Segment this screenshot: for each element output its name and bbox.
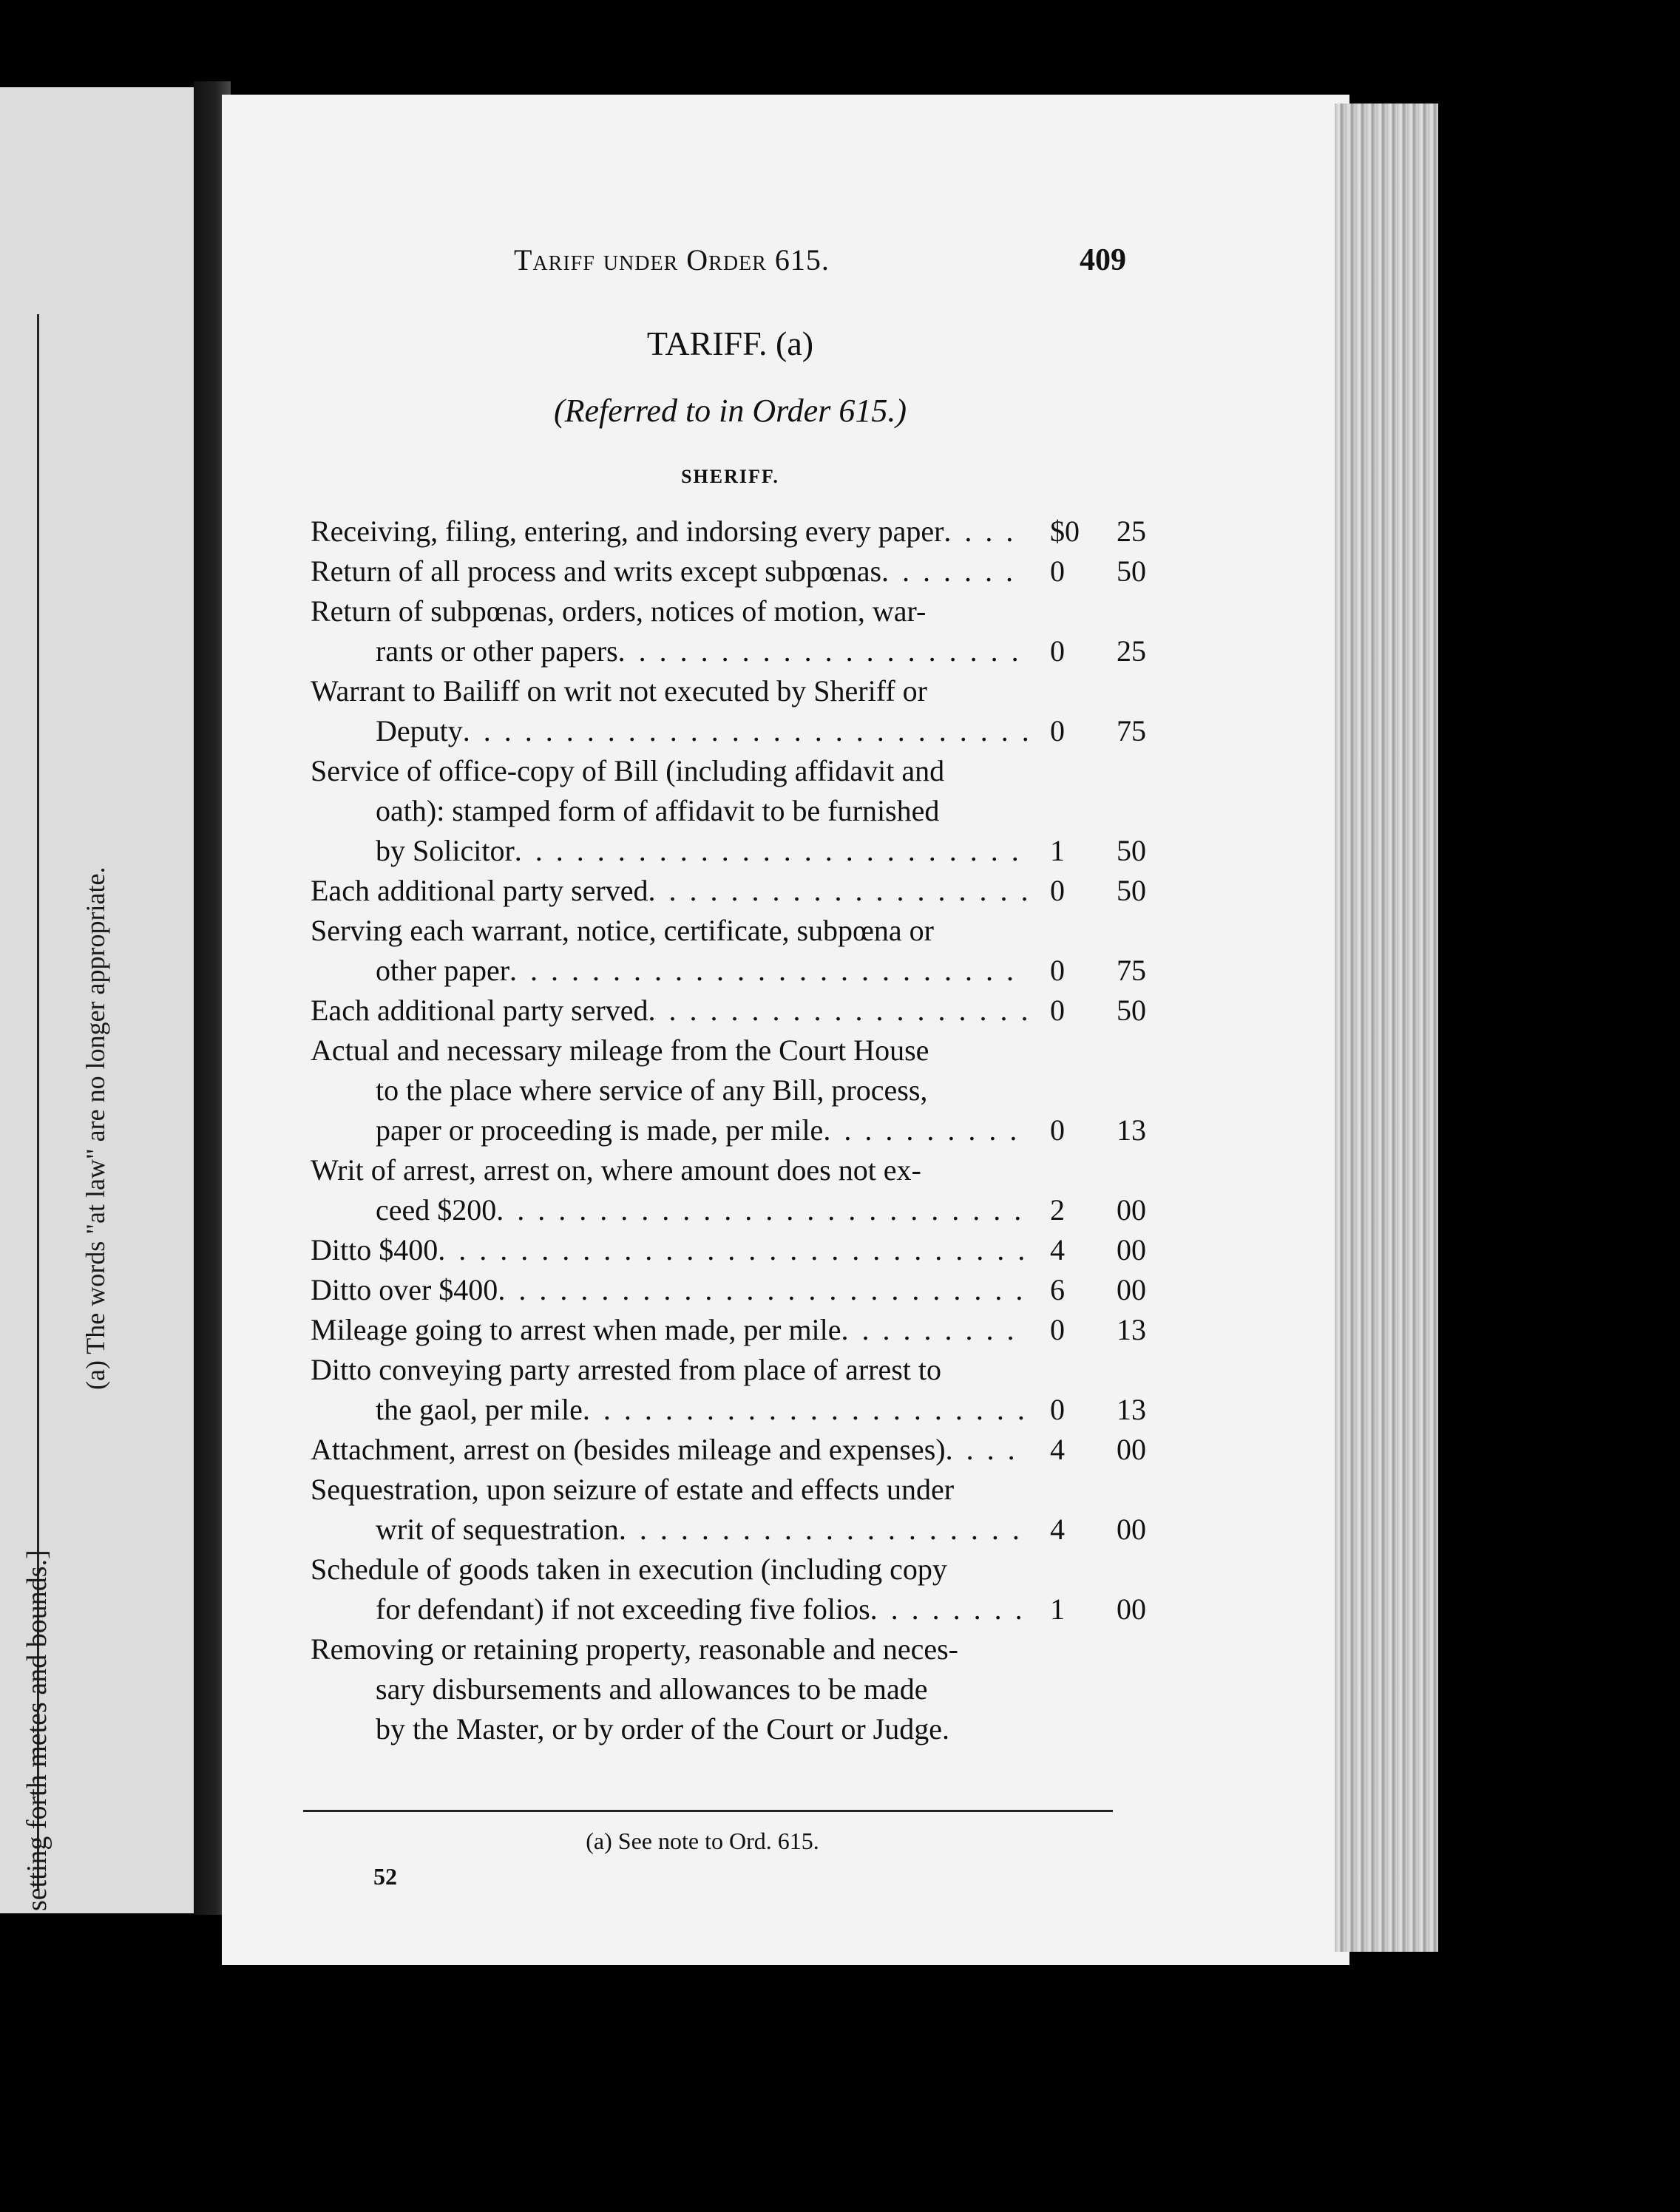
fee-cents: 13 xyxy=(1117,1393,1146,1426)
fee-dollars: 0 xyxy=(1050,954,1065,987)
tariff-entry xyxy=(311,512,1146,552)
fee-dollars: 1 xyxy=(1050,1592,1065,1626)
tariff-entry-line: Actual and necessary mileage from the Court House xyxy=(311,1034,929,1067)
leader-dots xyxy=(498,1270,1028,1310)
fee-dollars: 0 xyxy=(1050,554,1065,588)
tariff-list xyxy=(311,512,1146,1749)
tariff-fee xyxy=(1050,1110,1146,1150)
tariff-entry-line: by the Master, or by order of the Court or Judge. xyxy=(376,1712,949,1745)
tariff-entry xyxy=(311,911,1146,991)
leader-dots xyxy=(509,951,1028,991)
running-head: Tariff under Order 615. xyxy=(514,243,830,276)
fee-cents: 00 xyxy=(1117,1513,1146,1546)
tariff-entry-line: Serving each warrant, notice, certificate, subpœna or xyxy=(311,914,934,947)
tariff-entry xyxy=(311,751,1146,871)
fee-dollars: 6 xyxy=(1050,1273,1065,1306)
tariff-entry-line: Service of office-copy of Bill (including affidavit and xyxy=(311,754,945,787)
page-subtitle: (Referred to in Order 615.) xyxy=(554,393,907,429)
fee-dollars: 0 xyxy=(1050,714,1065,747)
fee-cents: 25 xyxy=(1117,634,1146,668)
tariff-entry xyxy=(311,871,1146,911)
tariff-entry-line: for defendant) if not exceeding five folios . . . xyxy=(311,1590,1028,1629)
tariff-entry-line: Writ of arrest, arrest on, where amount does not ex- xyxy=(311,1153,921,1187)
leader-dots xyxy=(648,871,1028,911)
tariff-fee xyxy=(1050,711,1146,751)
tariff-entry xyxy=(311,1550,1146,1629)
tariff-fee xyxy=(1050,1270,1146,1310)
leader-dots xyxy=(823,1110,1028,1150)
leader-dots xyxy=(583,1390,1028,1430)
fee-dollars: 1 xyxy=(1050,834,1065,867)
tariff-entry xyxy=(311,1150,1146,1230)
leader-dots xyxy=(881,552,1028,591)
tariff-fee xyxy=(1050,512,1146,552)
fee-dollars: $0 xyxy=(1050,515,1080,548)
tariff-entry xyxy=(311,591,1146,671)
fee-dollars: 4 xyxy=(1050,1433,1065,1466)
tariff-entry-line: Warrant to Bailiff on writ not executed by Sheriff or xyxy=(311,674,927,708)
page-number: 409 xyxy=(1080,243,1126,277)
leader-dots xyxy=(619,1510,1028,1550)
tariff-entry xyxy=(311,1629,1146,1749)
tariff-entry xyxy=(311,1310,1146,1350)
tariff-fee xyxy=(1050,871,1146,911)
fee-cents: 00 xyxy=(1117,1592,1146,1626)
tariff-entry xyxy=(311,1270,1146,1310)
tariff-entry-line: Sequestration, upon seizure of estate and effects under xyxy=(311,1473,955,1506)
tariff-entry xyxy=(311,1031,1146,1150)
tariff-entry-line: oath): stamped form of affidavit to be furnished xyxy=(376,794,940,827)
section-heading: SHERIFF. xyxy=(681,466,779,487)
fee-dollars: 2 xyxy=(1050,1193,1065,1227)
tariff-fee xyxy=(1050,1390,1146,1430)
fee-dollars: 0 xyxy=(1050,1393,1065,1426)
fee-dollars: 0 xyxy=(1050,994,1065,1027)
tariff-entry xyxy=(311,671,1146,751)
fee-dollars: 0 xyxy=(1050,1313,1065,1346)
leader-dots xyxy=(946,1430,1028,1470)
tariff-fee xyxy=(1050,552,1146,591)
fee-cents: 50 xyxy=(1117,554,1146,588)
fee-cents: 75 xyxy=(1117,714,1146,747)
fee-cents: 00 xyxy=(1117,1433,1146,1466)
signature-mark: 52 xyxy=(373,1863,397,1890)
tariff-entry-line: rants or other papers . . . xyxy=(311,631,1028,671)
tariff-entry xyxy=(311,1350,1146,1430)
footnote: (a) See note to Ord. 615. xyxy=(586,1828,819,1854)
tariff-entry-line: Each additional party served . . . xyxy=(311,991,1028,1031)
fee-cents: 50 xyxy=(1117,874,1146,907)
leader-dots xyxy=(870,1590,1028,1629)
tariff-entry xyxy=(311,1430,1146,1470)
tariff-entry-line: other paper . . . xyxy=(311,951,1028,991)
tariff-entry xyxy=(311,1230,1146,1270)
tariff-fee xyxy=(1050,1310,1146,1350)
tariff-entry-line: Attachment, arrest on (besides mileage and expenses) . . . xyxy=(311,1430,1028,1470)
leader-dots xyxy=(618,631,1028,671)
tariff-fee xyxy=(1050,1510,1146,1550)
tariff-entry-line: to the place where service of any Bill, process, xyxy=(376,1073,928,1107)
leader-dots xyxy=(463,711,1028,751)
tariff-entry-line: Schedule of goods taken in execution (including copy xyxy=(311,1553,947,1586)
fee-cents: 00 xyxy=(1117,1273,1146,1306)
fee-dollars: 0 xyxy=(1050,1113,1065,1147)
leader-dots xyxy=(944,512,1028,552)
fee-cents: 13 xyxy=(1117,1113,1146,1147)
tariff-entry-line: sary disbursements and allowances to be made xyxy=(376,1672,928,1706)
fee-dollars: 4 xyxy=(1050,1513,1065,1546)
tariff-fee xyxy=(1050,831,1146,871)
fee-cents: 00 xyxy=(1117,1233,1146,1266)
leader-dots xyxy=(648,991,1028,1031)
tariff-entry-line: paper or proceeding is made, per mile . . . xyxy=(311,1110,1028,1150)
tariff-entry xyxy=(311,552,1146,591)
tariff-fee xyxy=(1050,631,1146,671)
fee-cents: 00 xyxy=(1117,1193,1146,1227)
page-title: TARIFF. (a) xyxy=(646,325,814,362)
facing-page-text: setting forth metes and bounds.] xyxy=(21,1550,52,1911)
tariff-entry-line: the gaol, per mile . . . xyxy=(311,1390,1028,1430)
tariff-entry-line: Deputy . . . xyxy=(311,711,1028,751)
tariff-entry-line: Removing or retaining property, reasonable and neces- xyxy=(311,1632,958,1666)
footnote-rule xyxy=(303,1810,1113,1812)
tariff-entry-line: Return of all process and writs except subpœnas . . . xyxy=(311,552,1028,591)
leader-dots xyxy=(438,1230,1028,1270)
tariff-entry-line: Ditto over $400 . . . xyxy=(311,1270,1028,1310)
tariff-entry-line: Ditto $400 . . . xyxy=(311,1230,1028,1270)
fee-dollars: 0 xyxy=(1050,634,1065,668)
fee-cents: 75 xyxy=(1117,954,1146,987)
fee-cents: 25 xyxy=(1117,515,1146,548)
leader-dots xyxy=(841,1310,1028,1350)
fee-cents: 13 xyxy=(1117,1313,1146,1346)
tariff-entry-line: Receiving, filing, entering, and indorsing every paper . . . xyxy=(311,512,1028,552)
tariff-fee xyxy=(1050,1190,1146,1230)
tariff-entry-line: Return of subpœnas, orders, notices of motion, war- xyxy=(311,594,927,628)
tariff-entry xyxy=(311,991,1146,1031)
tariff-entry-line: writ of sequestration . . . xyxy=(311,1510,1028,1550)
page-edges xyxy=(1335,104,1438,1952)
tariff-entry-line: Each additional party served . . . xyxy=(311,871,1028,911)
tariff-entry-line: by Solicitor . . . xyxy=(311,831,1028,871)
tariff-entry xyxy=(311,1470,1146,1550)
fee-cents: 50 xyxy=(1117,834,1146,867)
tariff-entry-line: ceed $200 . . . xyxy=(311,1190,1028,1230)
leader-dots xyxy=(515,831,1028,871)
facing-page-note: (a) The words "at law" are no longer appropriate. xyxy=(81,866,110,1390)
tariff-entry-line: Ditto conveying party arrested from place of arrest to xyxy=(311,1353,942,1386)
tariff-fee xyxy=(1050,1230,1146,1270)
fee-dollars: 0 xyxy=(1050,874,1065,907)
fee-cents: 50 xyxy=(1117,994,1146,1027)
fee-dollars: 4 xyxy=(1050,1233,1065,1266)
tariff-fee xyxy=(1050,1430,1146,1470)
leader-dots xyxy=(496,1190,1028,1230)
tariff-entry-line: Mileage going to arrest when made, per mile . . . xyxy=(311,1310,1028,1350)
tariff-fee xyxy=(1050,951,1146,991)
tariff-fee xyxy=(1050,991,1146,1031)
tariff-fee xyxy=(1050,1590,1146,1629)
